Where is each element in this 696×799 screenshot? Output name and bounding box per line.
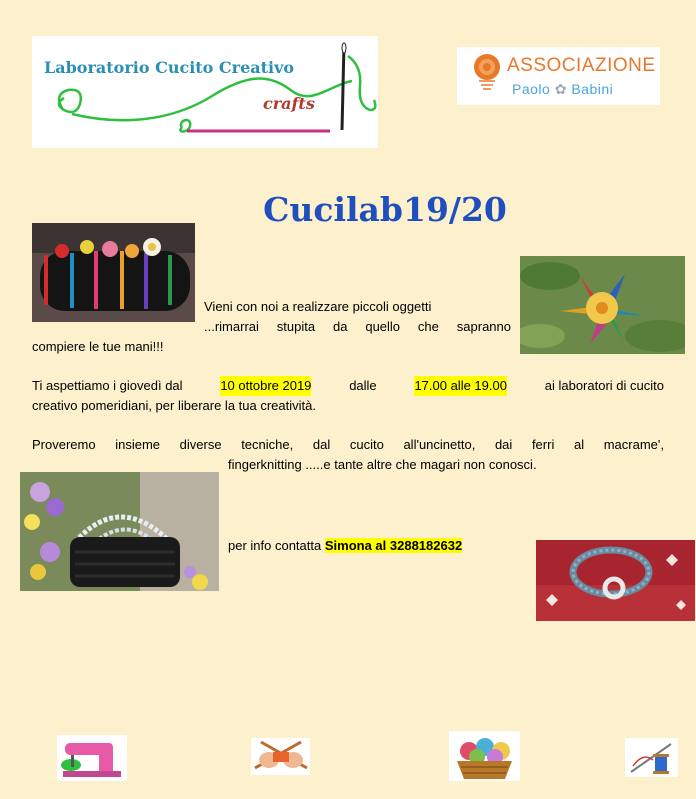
contact-prefix: per info contatta	[228, 538, 322, 553]
logo-laboratorio-cucito-creativo	[32, 36, 378, 148]
schedule-date: 10 ottobre 2019	[220, 376, 311, 396]
techniques-line-2: fingerknitting .....e tante altre che magari non conosci.	[228, 457, 537, 472]
logo-associazione	[457, 47, 660, 105]
schedule-time: 17.00 alle 19.00	[414, 376, 507, 396]
photo-bracelet	[536, 540, 695, 621]
knitting-icon	[251, 738, 310, 775]
flower-icon: ✿	[554, 81, 567, 97]
needle-thread-icon	[625, 738, 678, 777]
intro-line-3: compiere le tue mani!!!	[32, 339, 164, 354]
intro-line-1: Vieni con noi a realizzare piccoli oggetti	[204, 299, 432, 314]
schedule-line-2: creativo pomeridiani, per liberare la tua creatività.	[32, 398, 316, 413]
sewing-machine-icon	[57, 735, 127, 781]
photo-crochet-bag	[20, 472, 219, 591]
schedule-text: ai laboratori di cucito	[544, 378, 664, 393]
intro-line-2: ...rimarrai stupita da quello che sapranno	[204, 319, 511, 334]
association-name: ASSOCIAZIONE	[507, 55, 656, 76]
thread-swirl-graphic	[32, 36, 378, 148]
contact-phone: Simona al 3288182632	[324, 538, 463, 553]
techniques-line-1: Proveremo insieme diverse tecniche, dal cucito all'uncinetto, dai ferri al macrame',	[32, 437, 664, 452]
association-subname: Paolo ✿ Babini	[512, 81, 614, 97]
logo-subtitle: crafts	[263, 94, 315, 113]
rose-icon	[469, 51, 505, 91]
page-title: Cucilab19/20	[263, 190, 507, 229]
photo-headbands	[32, 223, 195, 322]
schedule-text: Ti aspettiamo i giovedì dal	[32, 378, 183, 393]
pincushion-basket-icon	[449, 731, 520, 781]
schedule-text: dalle	[349, 378, 377, 393]
contact-line	[228, 536, 462, 556]
photo-fabric-flower	[520, 256, 685, 354]
schedule-line-1	[32, 376, 664, 396]
logo-title: Laboratorio Cucito Creativo	[44, 58, 295, 77]
